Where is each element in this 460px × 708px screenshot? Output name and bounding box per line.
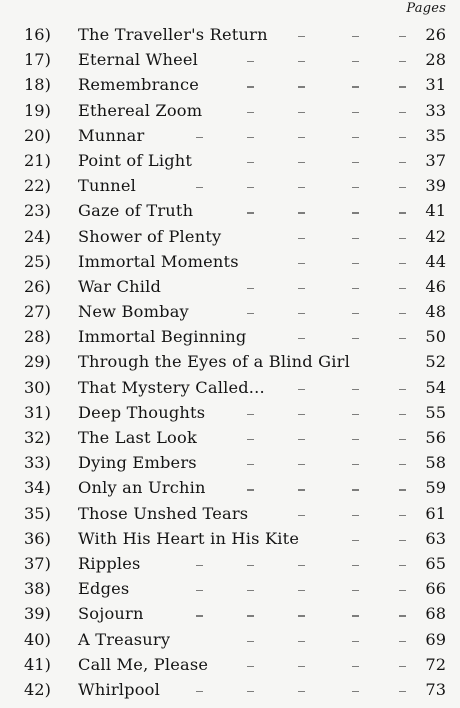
toc-entry	[0, 601, 460, 626]
contents-list	[0, 22, 460, 702]
entry-title: Point of Light	[78, 150, 193, 170]
entry-title: Eternal Wheel	[78, 50, 199, 70]
dot-leaders	[0, 551, 460, 576]
entry-page-number: 68	[425, 604, 446, 624]
toc-entry	[0, 501, 460, 526]
toc-entry	[0, 324, 460, 349]
entry-page-number: 58	[425, 453, 446, 473]
entry-title: The Last Look	[78, 428, 197, 447]
entry-title: Deep Thoughts	[78, 402, 206, 422]
entry-page-number: 37	[425, 150, 446, 170]
entry-page-number: 42	[425, 226, 446, 246]
dot-leaders	[0, 576, 460, 601]
entry-number: 35)	[24, 503, 51, 523]
toc-entry	[0, 249, 460, 274]
dot-leaders	[0, 224, 460, 249]
dot-leaders	[0, 677, 460, 702]
dot-leaders	[0, 299, 460, 324]
entry-number: 28)	[24, 327, 51, 347]
dot-leaders	[0, 627, 460, 652]
entry-title: Through the Eyes of a Blind Girl	[78, 352, 350, 372]
dot-leaders	[0, 601, 460, 626]
entry-page-number: 26	[425, 25, 446, 44]
entry-page-number: 52	[425, 352, 446, 372]
entry-number: 23)	[24, 201, 51, 221]
entry-number: 19)	[24, 100, 51, 120]
entry-page-number: 39	[425, 176, 446, 196]
entry-title: Immortal Beginning	[78, 327, 247, 347]
entry-page-number: 28	[425, 50, 446, 70]
entry-title: Munnar	[78, 125, 145, 145]
entry-page-number: 48	[425, 302, 446, 322]
entry-title: With His Heart in His Kite	[78, 528, 300, 548]
entry-number: 25)	[24, 251, 51, 271]
dot-leaders	[0, 425, 460, 450]
entry-page-number: 63	[425, 528, 446, 548]
entry-title: Whirlpool	[78, 679, 160, 699]
entry-title: Remembrance	[78, 75, 200, 95]
toc-entry	[0, 677, 460, 702]
toc-entry	[0, 148, 460, 173]
toc-entry	[0, 72, 460, 97]
entry-page-number: 69	[425, 629, 446, 649]
entry-title: Only an Urchin	[78, 478, 206, 498]
toc-entry	[0, 98, 460, 123]
entry-number: 38)	[24, 579, 51, 599]
entry-number: 24)	[24, 226, 51, 246]
entry-title: War Child	[78, 276, 162, 296]
entry-title: Edges	[78, 579, 130, 599]
entry-title: Immortal Moments	[78, 251, 239, 271]
entry-number: 21)	[24, 150, 51, 170]
entry-title: Gaze of Truth	[78, 201, 194, 221]
entry-number: 20)	[24, 125, 51, 145]
toc-entry	[0, 475, 460, 500]
entry-title: Ripples	[78, 553, 141, 573]
entry-page-number: 73	[425, 679, 446, 699]
dot-leaders	[0, 148, 460, 173]
dot-leaders	[0, 274, 460, 299]
entry-page-number: 54	[425, 377, 446, 397]
toc-entry	[0, 450, 460, 475]
entry-page-number: 59	[425, 478, 446, 498]
toc-entry	[0, 526, 460, 551]
entry-number: 31)	[24, 402, 51, 422]
entry-title: Sojourn	[78, 604, 144, 624]
entry-number: 32)	[24, 428, 51, 447]
entry-number: 18)	[24, 75, 51, 95]
dot-leaders	[0, 475, 460, 500]
entry-title: The Traveller's Return	[78, 25, 268, 44]
entry-page-number: 61	[425, 503, 446, 523]
entry-number: 30)	[24, 377, 51, 397]
dot-leaders	[0, 47, 460, 72]
entry-page-number: 50	[425, 327, 446, 347]
entry-number: 22)	[24, 176, 51, 196]
entry-page-number: 41	[425, 201, 446, 221]
entry-page-number: 65	[425, 553, 446, 573]
entry-page-number: 46	[425, 276, 446, 296]
pages-column-heading: Pages	[406, 1, 446, 16]
entry-title: Shower of Plenty	[78, 226, 222, 246]
dot-leaders	[0, 123, 460, 148]
entry-title: Those Unshed Tears	[78, 503, 249, 523]
entry-title: Tunnel	[78, 176, 137, 196]
dot-leaders	[0, 198, 460, 223]
toc-entry	[0, 274, 460, 299]
entry-number: 36)	[24, 528, 51, 548]
toc-entry	[0, 349, 460, 374]
entry-number: 42)	[24, 679, 51, 699]
toc-entry	[0, 400, 460, 425]
entry-page-number: 31	[425, 75, 446, 95]
entry-number: 34)	[24, 478, 51, 498]
toc-entry	[0, 173, 460, 198]
dot-leaders	[0, 652, 460, 677]
toc-entry	[0, 22, 460, 47]
toc-entry	[0, 652, 460, 677]
toc-entry	[0, 299, 460, 324]
entry-title: New Bombay	[78, 302, 189, 322]
entry-title: Call Me, Please	[78, 654, 209, 674]
entry-page-number: 66	[425, 579, 446, 599]
entry-number: 37)	[24, 553, 51, 573]
toc-entry	[0, 425, 460, 450]
entry-title: A Treasury	[78, 629, 171, 649]
entry-page-number: 72	[425, 654, 446, 674]
toc-entry	[0, 627, 460, 652]
entry-number: 29)	[24, 352, 51, 372]
dot-leaders	[0, 450, 460, 475]
entry-page-number: 35	[425, 125, 446, 145]
toc-entry	[0, 224, 460, 249]
entry-number: 16)	[24, 25, 51, 44]
entry-title: Dying Embers	[78, 453, 197, 473]
entry-number: 26)	[24, 276, 51, 296]
toc-entry	[0, 576, 460, 601]
toc-entry	[0, 123, 460, 148]
entry-title: Ethereal Zoom	[78, 100, 203, 120]
dot-leaders	[0, 173, 460, 198]
entry-page-number: 55	[425, 402, 446, 422]
entry-number: 39)	[24, 604, 51, 624]
entry-title: That Mystery Called...	[78, 377, 265, 397]
toc-entry	[0, 375, 460, 400]
entry-page-number: 33	[425, 100, 446, 120]
toc-entry	[0, 551, 460, 576]
entry-number: 33)	[24, 453, 51, 473]
toc-entry	[0, 198, 460, 223]
entry-number: 41)	[24, 654, 51, 674]
entry-page-number: 44	[425, 251, 446, 271]
entry-number: 17)	[24, 50, 51, 70]
toc-entry	[0, 47, 460, 72]
entry-page-number: 56	[425, 428, 446, 447]
dot-leaders	[0, 98, 460, 123]
entry-number: 27)	[24, 302, 51, 322]
entry-number: 40)	[24, 629, 51, 649]
dot-leaders	[0, 72, 460, 97]
dot-leaders	[0, 400, 460, 425]
